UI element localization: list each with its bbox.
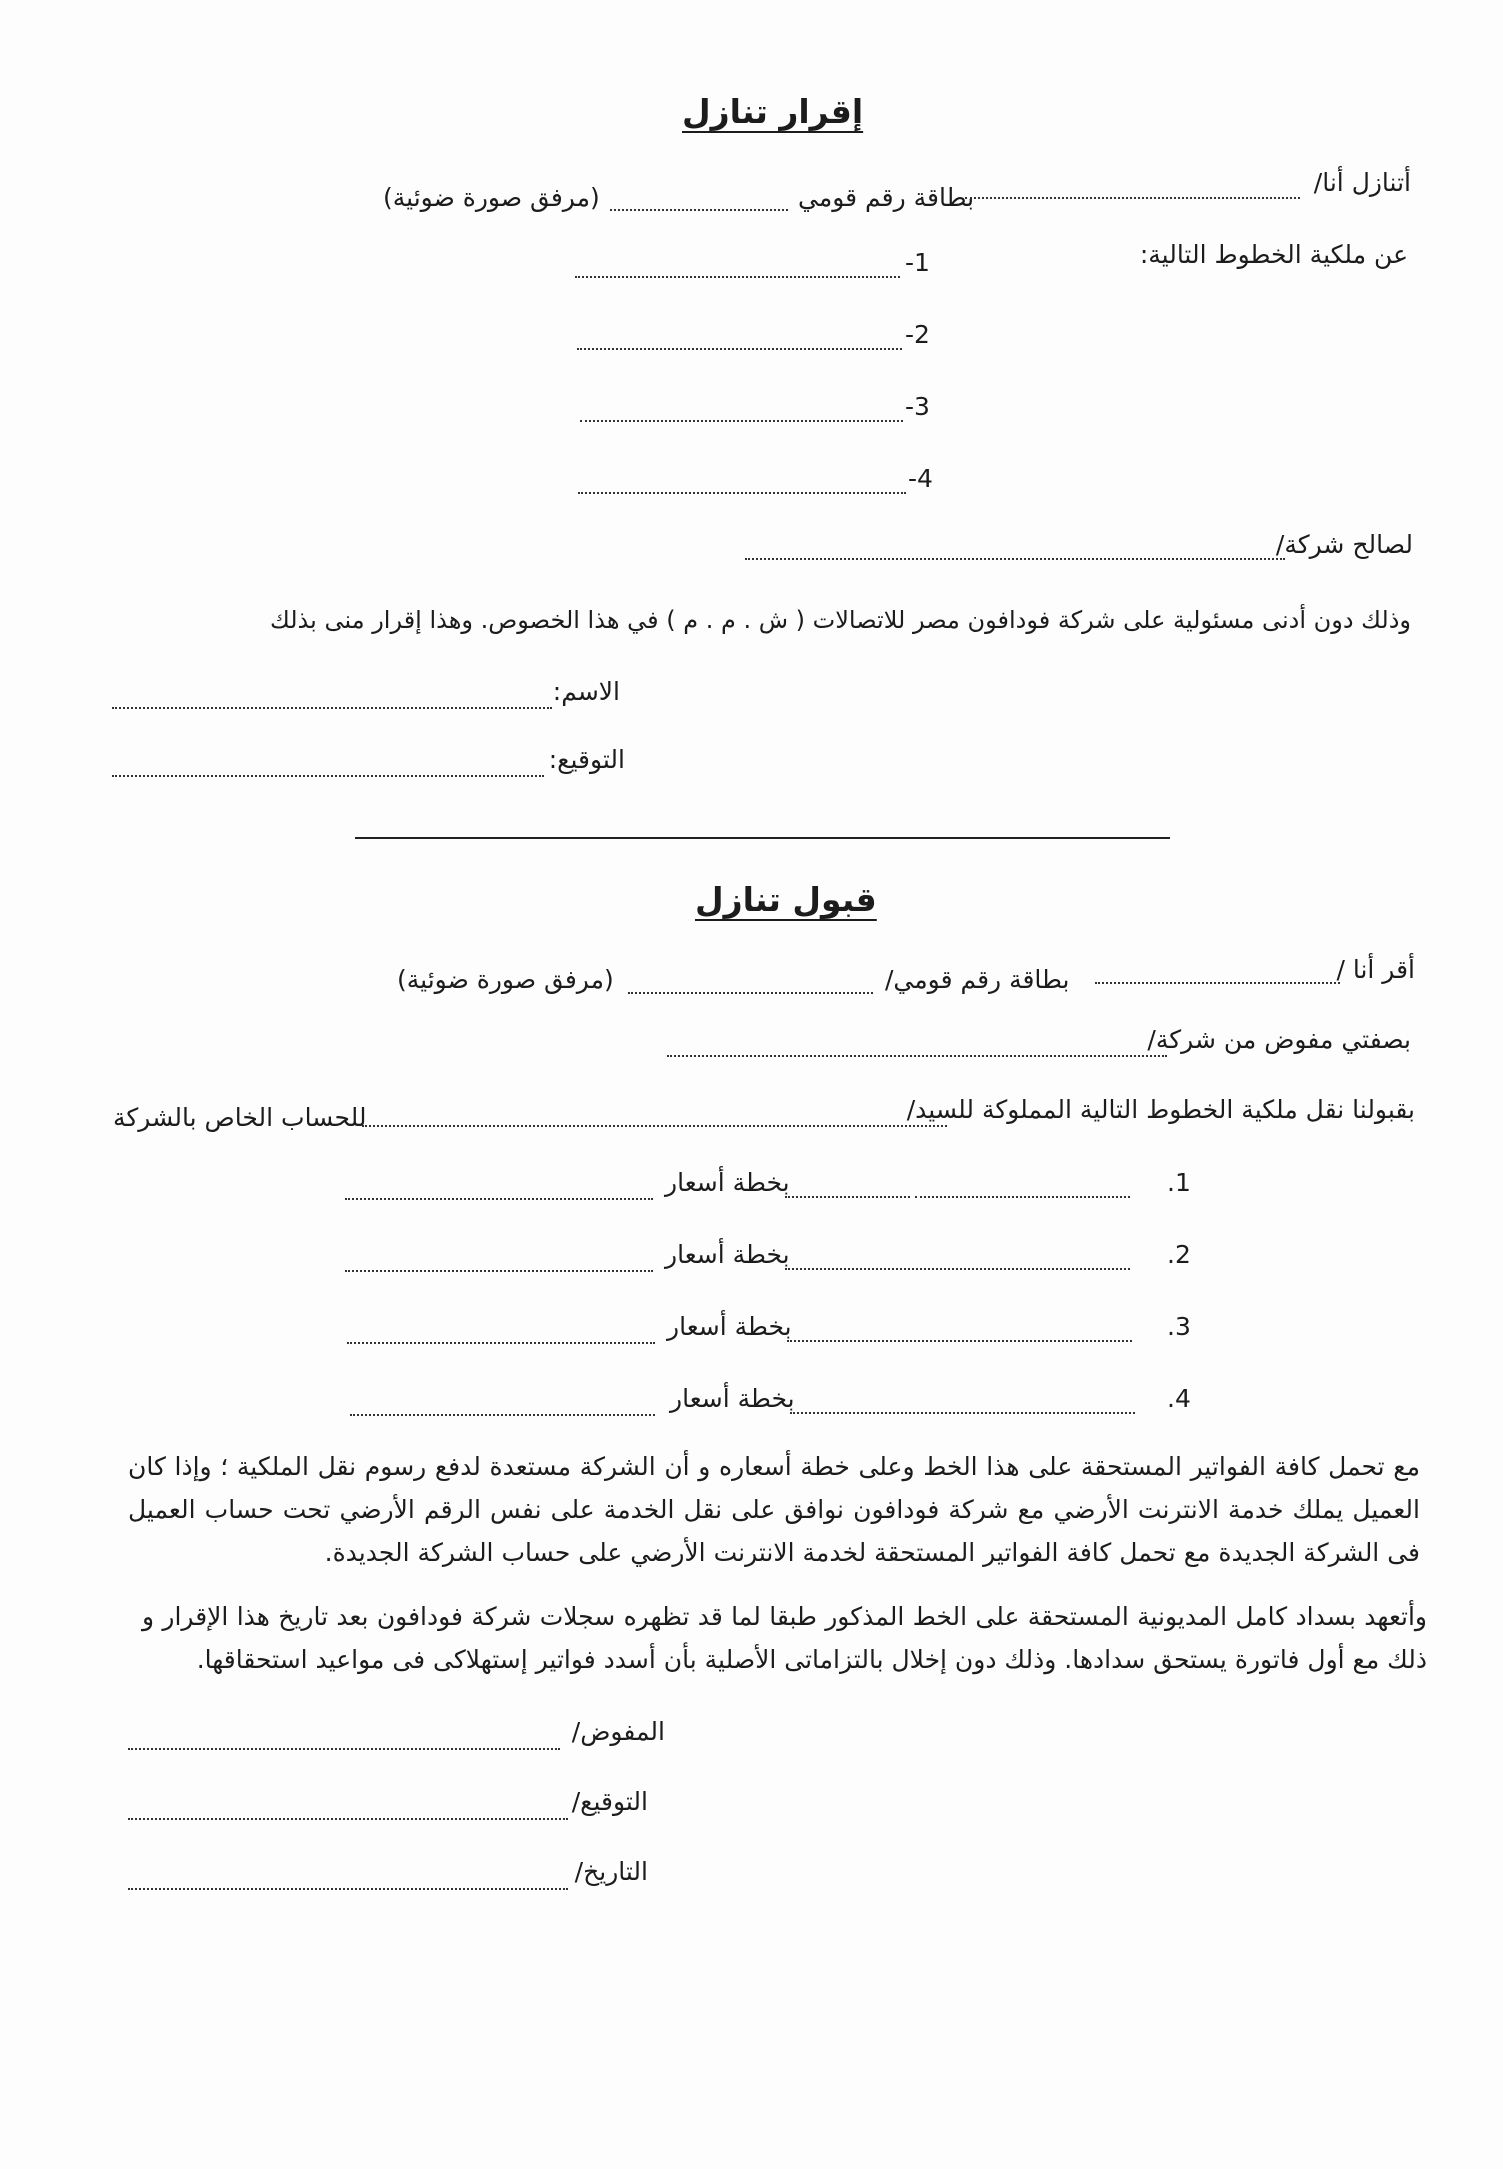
waiver-line-number-2: 2- xyxy=(905,320,930,349)
waiver-lines-intro: عن ملكية الخطوط التالية: xyxy=(1139,240,1408,269)
acceptance-paragraph-1: مع تحمل كافة الفواتير المستحقة على هذا الخط وعلى خطة أسعاره و أن الشركة مستعدة لدفع رسوم نقل الملكية ؛ وإذا كان العميل يملك خدمة الانترنت الأرضي مع شركة فودافون نوافق على نقل الخدمة على نفس الرقم الأرضي تحت حساب العميل فى الشركة الجديدة مع تحمل كافة الفواتير المستحقة لخدمة الانترنت الأرضي على حساب الشركة الجديدة. xyxy=(128,1452,1420,1567)
waiver-signature-label: التوقيع: xyxy=(548,745,625,774)
acceptance-item-line-blank-2[interactable] xyxy=(785,1268,1130,1270)
waiver-line1-card: بطاقة رقم قومي xyxy=(798,183,975,212)
acceptance-authorized-from: بصفتي مفوض من شركة/ xyxy=(1147,1025,1411,1054)
waiver-company-blank[interactable] xyxy=(745,558,1285,560)
waiver-line-blank-2[interactable] xyxy=(577,348,902,350)
acceptance-item-line-blank-1[interactable] xyxy=(915,1196,1130,1198)
acceptance-line1-attach: (مرفق صورة ضوئية) xyxy=(397,965,614,994)
acceptance-item-plan-label-2: بخطة أسعار xyxy=(665,1240,790,1269)
acceptance-line1-prefix: أقر أنا / xyxy=(1336,955,1415,984)
waiver-line1-attach: (مرفق صورة ضوئية) xyxy=(383,183,600,212)
acceptance-transfer-text: بقبولنا نقل ملكية الخطوط التالية المملوكة للسيد/ xyxy=(906,1095,1415,1124)
waiver-signature-blank[interactable] xyxy=(112,775,544,777)
acceptance-authorized-label: المفوض/ xyxy=(571,1717,665,1746)
acceptance-item-plan-label-4: بخطة أسعار xyxy=(670,1384,795,1413)
acceptance-date-label: التاريخ/ xyxy=(574,1857,648,1886)
acceptance-id-blank[interactable] xyxy=(628,992,873,994)
acceptance-item-line-blank-4[interactable] xyxy=(790,1412,1135,1414)
waiver-signer-name-blank[interactable] xyxy=(112,707,552,709)
acceptance-item-number-1: 1. xyxy=(1167,1168,1191,1197)
waiver-line-number-1: 1- xyxy=(905,248,930,277)
acceptance-item-plan-blank-1[interactable] xyxy=(345,1198,653,1200)
waiver-name-blank[interactable] xyxy=(965,197,1300,199)
acceptance-signature-label: التوقيع/ xyxy=(571,1787,648,1816)
acceptance-item-plan-blank-3[interactable] xyxy=(347,1342,655,1344)
acceptance-item-line-blank-1b[interactable] xyxy=(785,1196,910,1198)
acceptance-item-plan-blank-2[interactable] xyxy=(345,1270,653,1272)
acceptance-authorized-blank[interactable] xyxy=(128,1748,560,1750)
waiver-line1-prefix: أتنازل أنا/ xyxy=(1313,168,1411,197)
acceptance-item-number-3: 3. xyxy=(1167,1312,1191,1341)
waiver-line-number-4: 4- xyxy=(908,464,933,493)
acceptance-line1-card: بطاقة رقم قومي/ xyxy=(885,965,1070,994)
waiver-id-blank[interactable] xyxy=(610,209,788,211)
acceptance-item-line-blank-3[interactable] xyxy=(787,1340,1132,1342)
acceptance-item-plan-blank-4[interactable] xyxy=(350,1414,655,1416)
acceptance-name-blank[interactable] xyxy=(1095,982,1340,984)
waiver-line-number-3: 3- xyxy=(905,392,930,421)
acceptance-date-blank[interactable] xyxy=(128,1888,568,1890)
acceptance-item-number-4: 4. xyxy=(1167,1384,1191,1413)
waiver-line-blank-1[interactable] xyxy=(575,276,900,278)
acceptance-item-plan-label-3: بخطة أسعار xyxy=(667,1312,792,1341)
waiver-title: إقرار تنازل xyxy=(682,92,864,131)
acceptance-item-plan-label-1: بخطة أسعار xyxy=(665,1168,790,1197)
acceptance-owner-blank[interactable] xyxy=(362,1125,947,1127)
section-separator xyxy=(355,837,1170,839)
acceptance-transfer-suffix: للحساب الخاص بالشركة xyxy=(113,1103,367,1132)
waiver-name-label: الاسم: xyxy=(552,677,620,706)
acceptance-title: قبول تنازل xyxy=(695,880,877,919)
waiver-disclaimer: وذلك دون أدنى مسئولية على شركة فودافون مصر للاتصالات ( ش . م . م ) في هذا الخصوص. وهذا إقرار منى بذلك xyxy=(270,606,1411,634)
acceptance-item-number-2: 2. xyxy=(1167,1240,1191,1269)
acceptance-paragraph-2: وأتعهد بسداد كامل المديونية المستحقة على الخط المذكور طبقا لما قد تظهره سجلات شركة فودافون بعد تاريخ هذا الإقرار و ذلك مع أول فاتورة يستحق سدادها. وذلك دون إخلال بالتزاماتى الأصلية بأن أسدد فواتير إستهلاكى فى مواعيد استحقاقها. xyxy=(142,1602,1427,1674)
waiver-beneficiary-label: لصالح شركة/ xyxy=(1275,530,1413,559)
acceptance-signature-blank[interactable] xyxy=(128,1818,568,1820)
acceptance-company-blank[interactable] xyxy=(667,1055,1167,1057)
waiver-line-blank-4[interactable] xyxy=(578,492,906,494)
waiver-line-blank-3[interactable] xyxy=(580,420,903,422)
